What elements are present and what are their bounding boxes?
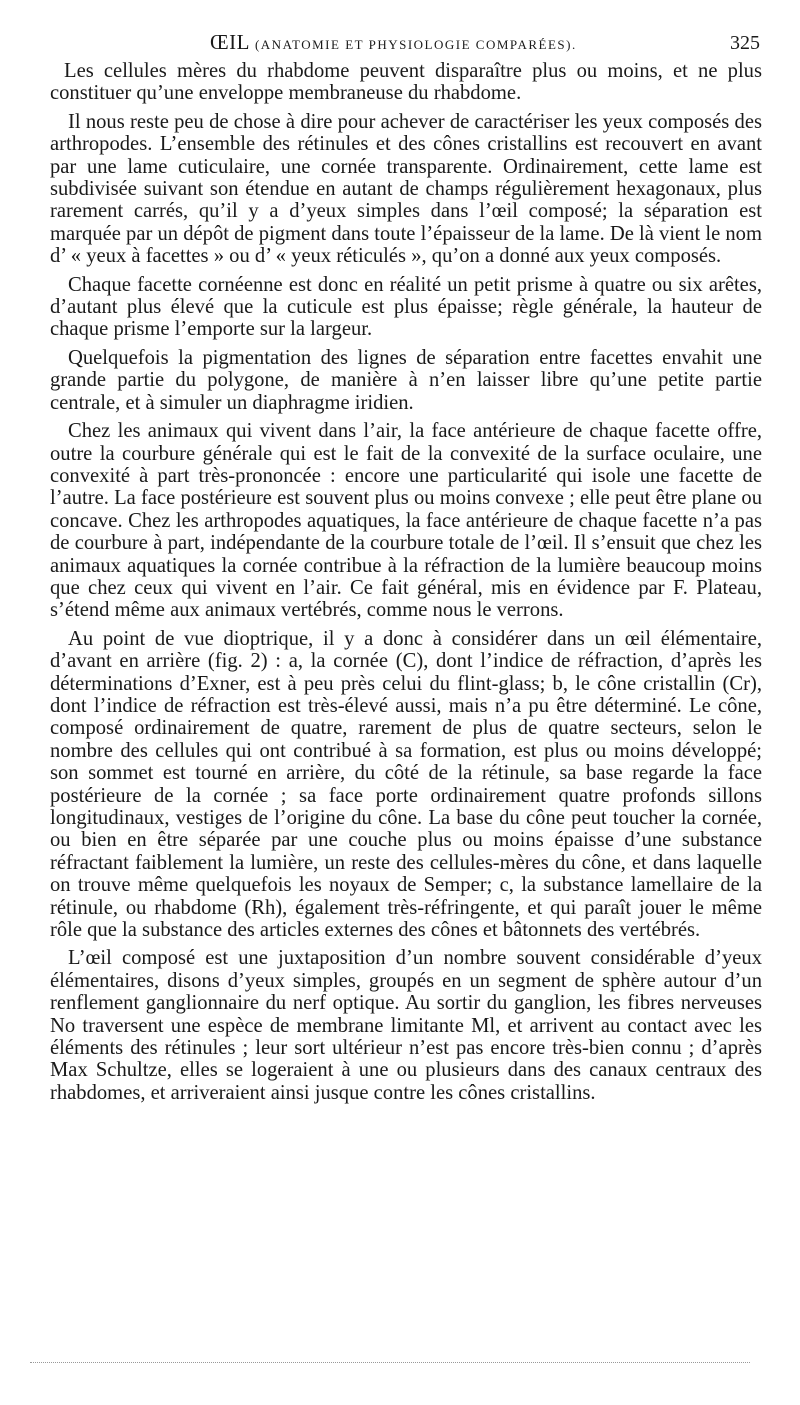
paragraph: L’œil composé est une juxtaposition d’un nombre souvent considérable d’yeux élémentaires, disons d’yeux simples, groupés en un segment de sphère autour d’un renflement ganglionnaire du nerf optique. Au sortir du ganglion, les fibres nerveuses No traversent une espèce de membrane limitante Ml, et arrivent au contact avec les éléments des rétinules ; leur sort ultérieur n’est pas encore très-bien connu ; d’après Max Schultze, elles se logeraient à une ou plusieurs dans des canaux centraux des rhabdomes, et arriveraient ainsi jusque contre les cônes cristallins. (50, 947, 762, 1104)
footer-rule (30, 1362, 750, 1363)
running-header (60, 30, 760, 60)
running-title (210, 30, 577, 55)
page-number: 325 (730, 32, 760, 54)
paragraph: Au point de vue dioptrique, il y a donc à considérer dans un œil élémentaire, d’avant en arrière (fig. 2) : a, la cornée (C), dont l’indice de réfraction, d’après les déterminations d’Exner, est à peu près celui du flint-glass; b, le cône cristallin (Cr), dont l’indice de réfraction est très-élevé aussi, mais n’a pu être déterminé. Le cône, composé ordinairement de quatre, rarement de plus de quatre secteurs, selon le nombre des cellules qui ont contribué à sa formation, est plus ou moins développé; son sommet est tourné en arrière, du côté de la rétinule, sa base regarde la face postérieure de la cornée ; sa face porte ordinairement quatre profonds sillons longitudinaux, vestiges de l’origine du cône. La base du cône peut toucher la cornée, ou bien en être séparée par une couche plus ou moins épaisse d’une substance réfractant faiblement la lumière, un reste des cellules-mères du cône, et dans laquelle on trouve même quelquefois les noyaux de Semper; c, la substance lamellaire de la rétinule, ou rhabdome (Rh), également très-réfringente, et qui paraît jouer le même rôle que la substance des articles externes des cônes et bâtonnets des vertébrés. (50, 627, 762, 942)
paragraph: Chez les animaux qui vivent dans l’air, la face antérieure de chaque facette offre, outre la courbure générale qui est le fait de la convexité de la surface oculaire, une convexité à part très-prononcée : encore une particularité qui isole une facette de l’autre. La face postérieure est souvent plus ou moins convexe ; elle peut être plane ou concave. Chez les arthropodes aquatiques, la face antérieure de chaque facette n’a pas de courbure à part, indépendante de la courbure totale de l’œil. Il s’ensuit que chez les animaux aquatiques la cornée contribue à la réfraction de la lumière beaucoup moins que chez ceux qui vivent en l’air. Ce fait général, mis en évidence par F. Plateau, s’étend même aux animaux vertébrés, comme nous le verrons. (50, 420, 762, 622)
paragraph: Quelquefois la pigmentation des lignes de séparation entre facettes envahit une grande partie du polygone, de manière à n’en laisser libre qu’une petite partie centrale, et à simuler un diaphragme iridien. (50, 346, 762, 414)
paragraph: Les cellules mères du rhabdome peuvent disparaître plus ou moins, et ne plus constituer qu’une enveloppe membraneuse du rhabdome. (50, 60, 762, 105)
running-title-sub: (ANATOMIE ET PHYSIOLOGIE COMPARÉES). (254, 37, 577, 52)
running-title-main: ŒIL (210, 30, 250, 54)
paragraph: Chaque facette cornéenne est donc en réalité un petit prisme à quatre ou six arêtes, d’autant plus élevé que la cuticule est plus épaisse; règle générale, la hauteur de chaque prisme l’emporte sur la largeur. (50, 273, 762, 341)
paragraph: Il nous reste peu de chose à dire pour achever de caractériser les yeux composés des arthropodes. L’ensemble des rétinules et des cônes cristallins est recouvert en avant par une lame cuticulaire, une cornée transparente. Ordinairement, cette lame est subdivisée suivant son étendue en autant de champs régulièrement hexagonaux, plus rarement carrés, qu’il y a d’yeux simples dans l’œil composé; la séparation est marquée par un dépôt de pigment dans toute l’épaisseur de la lame. De là vient le nom d’ « yeux à facettes » ou d’ « yeux réticulés », qu’on a donné aux yeux composés. (50, 110, 762, 268)
body-text (50, 60, 762, 1110)
